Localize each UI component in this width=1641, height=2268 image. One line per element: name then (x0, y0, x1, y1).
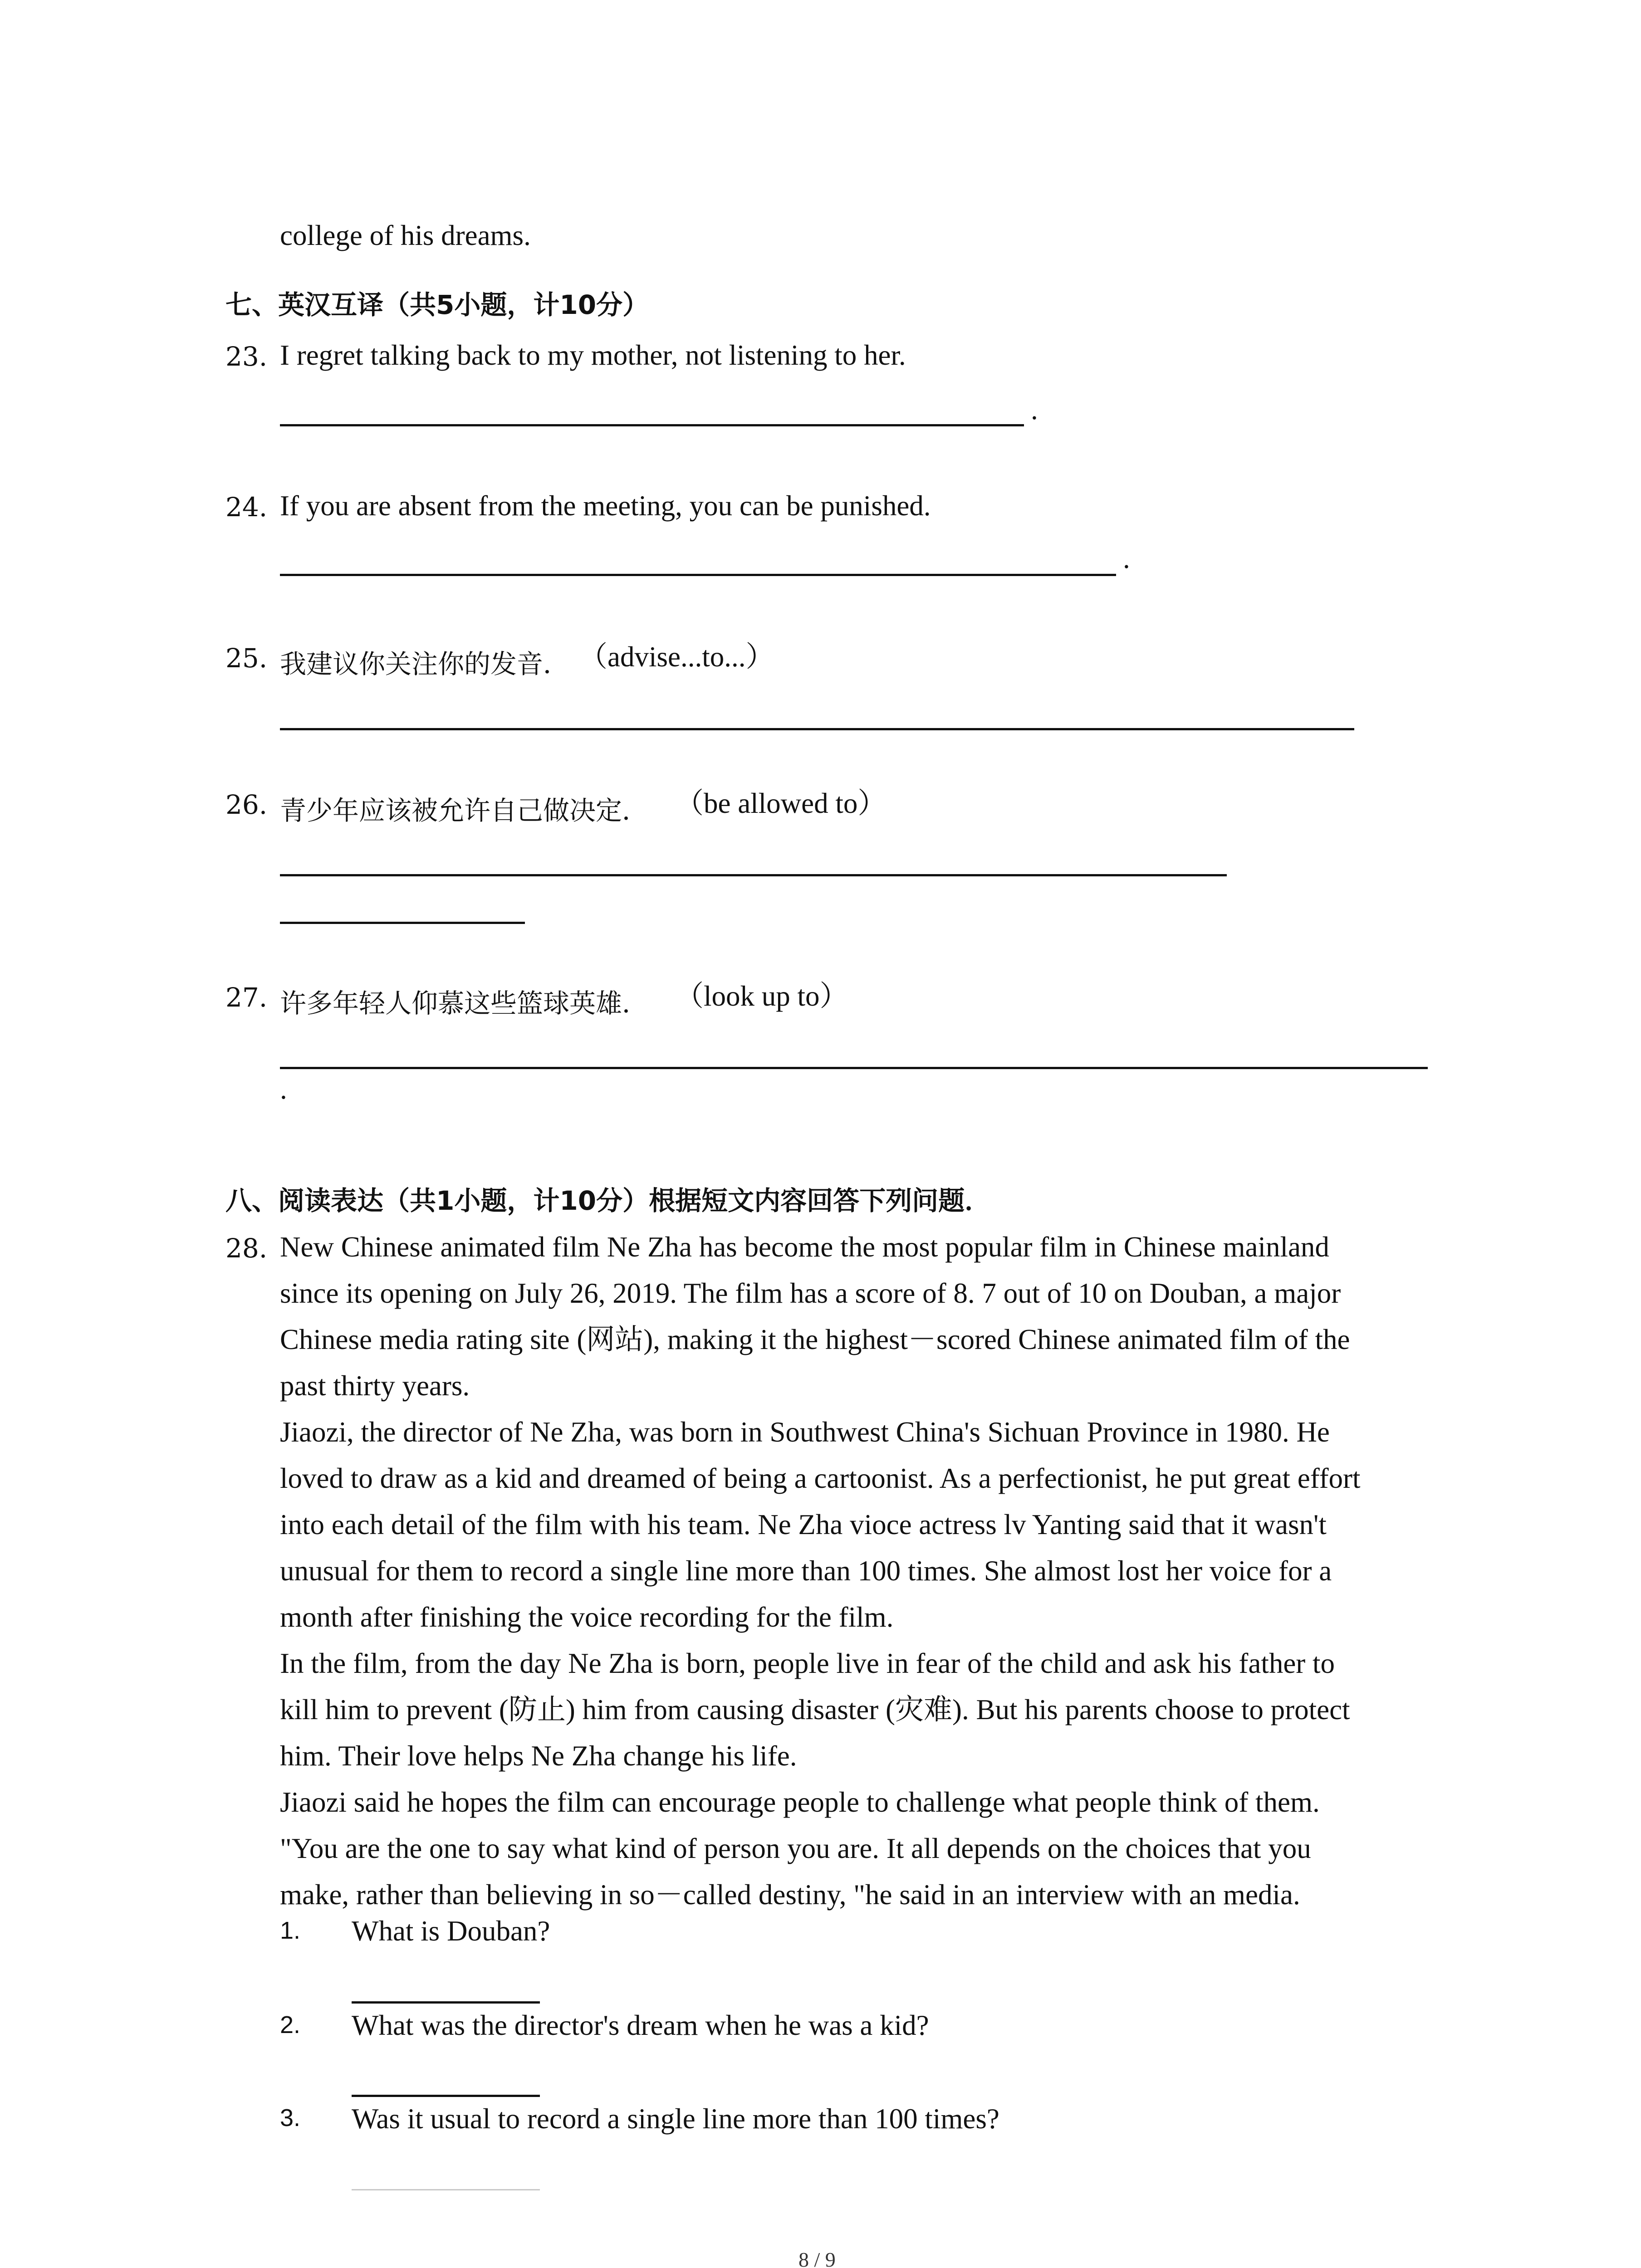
passage-line: loved to draw as a kid and dreamed of being a cartoonist. As a perfectionist, he put great effort (280, 1462, 1361, 1494)
passage-line: him. Their love helps Ne Zha change his life. (280, 1740, 797, 1772)
q27-chinese: 许多年轻人仰慕这些篮球英雄． (280, 988, 649, 1019)
q25-number: 25. (225, 643, 268, 674)
passage-line: past thirty years. (280, 1370, 470, 1402)
q26-answer-line[interactable] (280, 874, 1227, 876)
q24-period: . (1123, 543, 1130, 574)
q23-period: . (1031, 394, 1038, 425)
continuation-text: college of his dreams. (280, 220, 531, 251)
passage-line: since its opening on July 26, 2019. The film has a score of 8. 7 out of 10 on Douban, a major (280, 1277, 1341, 1309)
passage-line: New Chinese animated film Ne Zha has become the most popular film in Chinese mainland (280, 1231, 1329, 1263)
passage-line: Chinese media rating site (网站), making it the highest－scored Chinese animated film of the (280, 1324, 1350, 1355)
q25-answer-line[interactable] (280, 728, 1354, 730)
passage-line: "You are the one to say what kind of person you are. It all depends on the choices that you (280, 1833, 1311, 1864)
q26-answer-line-2[interactable] (280, 922, 525, 924)
q24-text: If you are absent from the meeting, you can be punished. (280, 490, 931, 522)
subq3-number: 3. (280, 2104, 301, 2131)
subq2-text: What was the director's dream when he was a kid? (352, 2009, 929, 2041)
q24-number: 24. (225, 492, 268, 523)
subq2-number: 2. (280, 2011, 301, 2038)
q25-chinese: 我建议你关注你的发音． (280, 649, 570, 679)
page-number: 8 / 9 (798, 2248, 836, 2268)
q28-number: 28. (225, 1233, 268, 1264)
q23-number: 23. (225, 341, 268, 372)
q27-number: 27. (225, 982, 268, 1013)
q24-answer-line[interactable] (280, 574, 1116, 576)
passage-line: kill him to prevent (防止) him from causing disaster (灾难). But his parents choose to protect (280, 1694, 1350, 1725)
q26-number: 26. (225, 789, 268, 820)
q23-answer-line[interactable] (280, 424, 1024, 426)
passage-line: into each detail of the film with his team. Ne Zha vioce actress lv Yanting said that it wasn't (280, 1509, 1327, 1540)
section8-heading: 八、阅读表达（共1小题，计10分）根据短文内容回答下列问题． (225, 1185, 991, 1216)
subq2-answer-line[interactable] (352, 2095, 540, 2097)
passage-line: month after finishing the voice recording for the film. (280, 1601, 894, 1633)
passage-line: make, rather than believing in so－called destiny, "he said in an interview with an media. (280, 1879, 1300, 1911)
q27-answer-line[interactable] (280, 1067, 1428, 1069)
q26-hint: （be allowed to） (675, 787, 887, 819)
subq1-text: What is Douban? (352, 1915, 550, 1947)
q26-chinese: 青少年应该被允许自己做决定． (280, 795, 649, 826)
subq3-text: Was it usual to record a single line more than 100 times? (352, 2103, 999, 2135)
q23-text: I regret talking back to my mother, not listening to her. (280, 339, 906, 371)
passage-line: unusual for them to record a single line more than 100 times. She almost lost her voice for a (280, 1555, 1332, 1587)
passage-line: In the film, from the day Ne Zha is born, people live in fear of the child and ask his father to (280, 1647, 1335, 1679)
subq3-answer-line[interactable] (352, 2189, 540, 2190)
passage-line: Jiaozi, the director of Ne Zha, was born in Southwest China's Sichuan Province in 1980. He (280, 1416, 1330, 1448)
passage-line: Jiaozi said he hopes the film can encourage people to challenge what people think of them. (280, 1786, 1320, 1818)
q25-hint: （advise...to...） (579, 641, 774, 673)
subq1-number: 1. (280, 1917, 301, 1944)
subq1-answer-line[interactable] (352, 2001, 540, 2004)
section7-heading: 七、英汉互译（共5小题，计10分） (225, 289, 649, 320)
q27-hint: （look up to） (675, 980, 848, 1012)
q27-period: . (280, 1073, 287, 1105)
